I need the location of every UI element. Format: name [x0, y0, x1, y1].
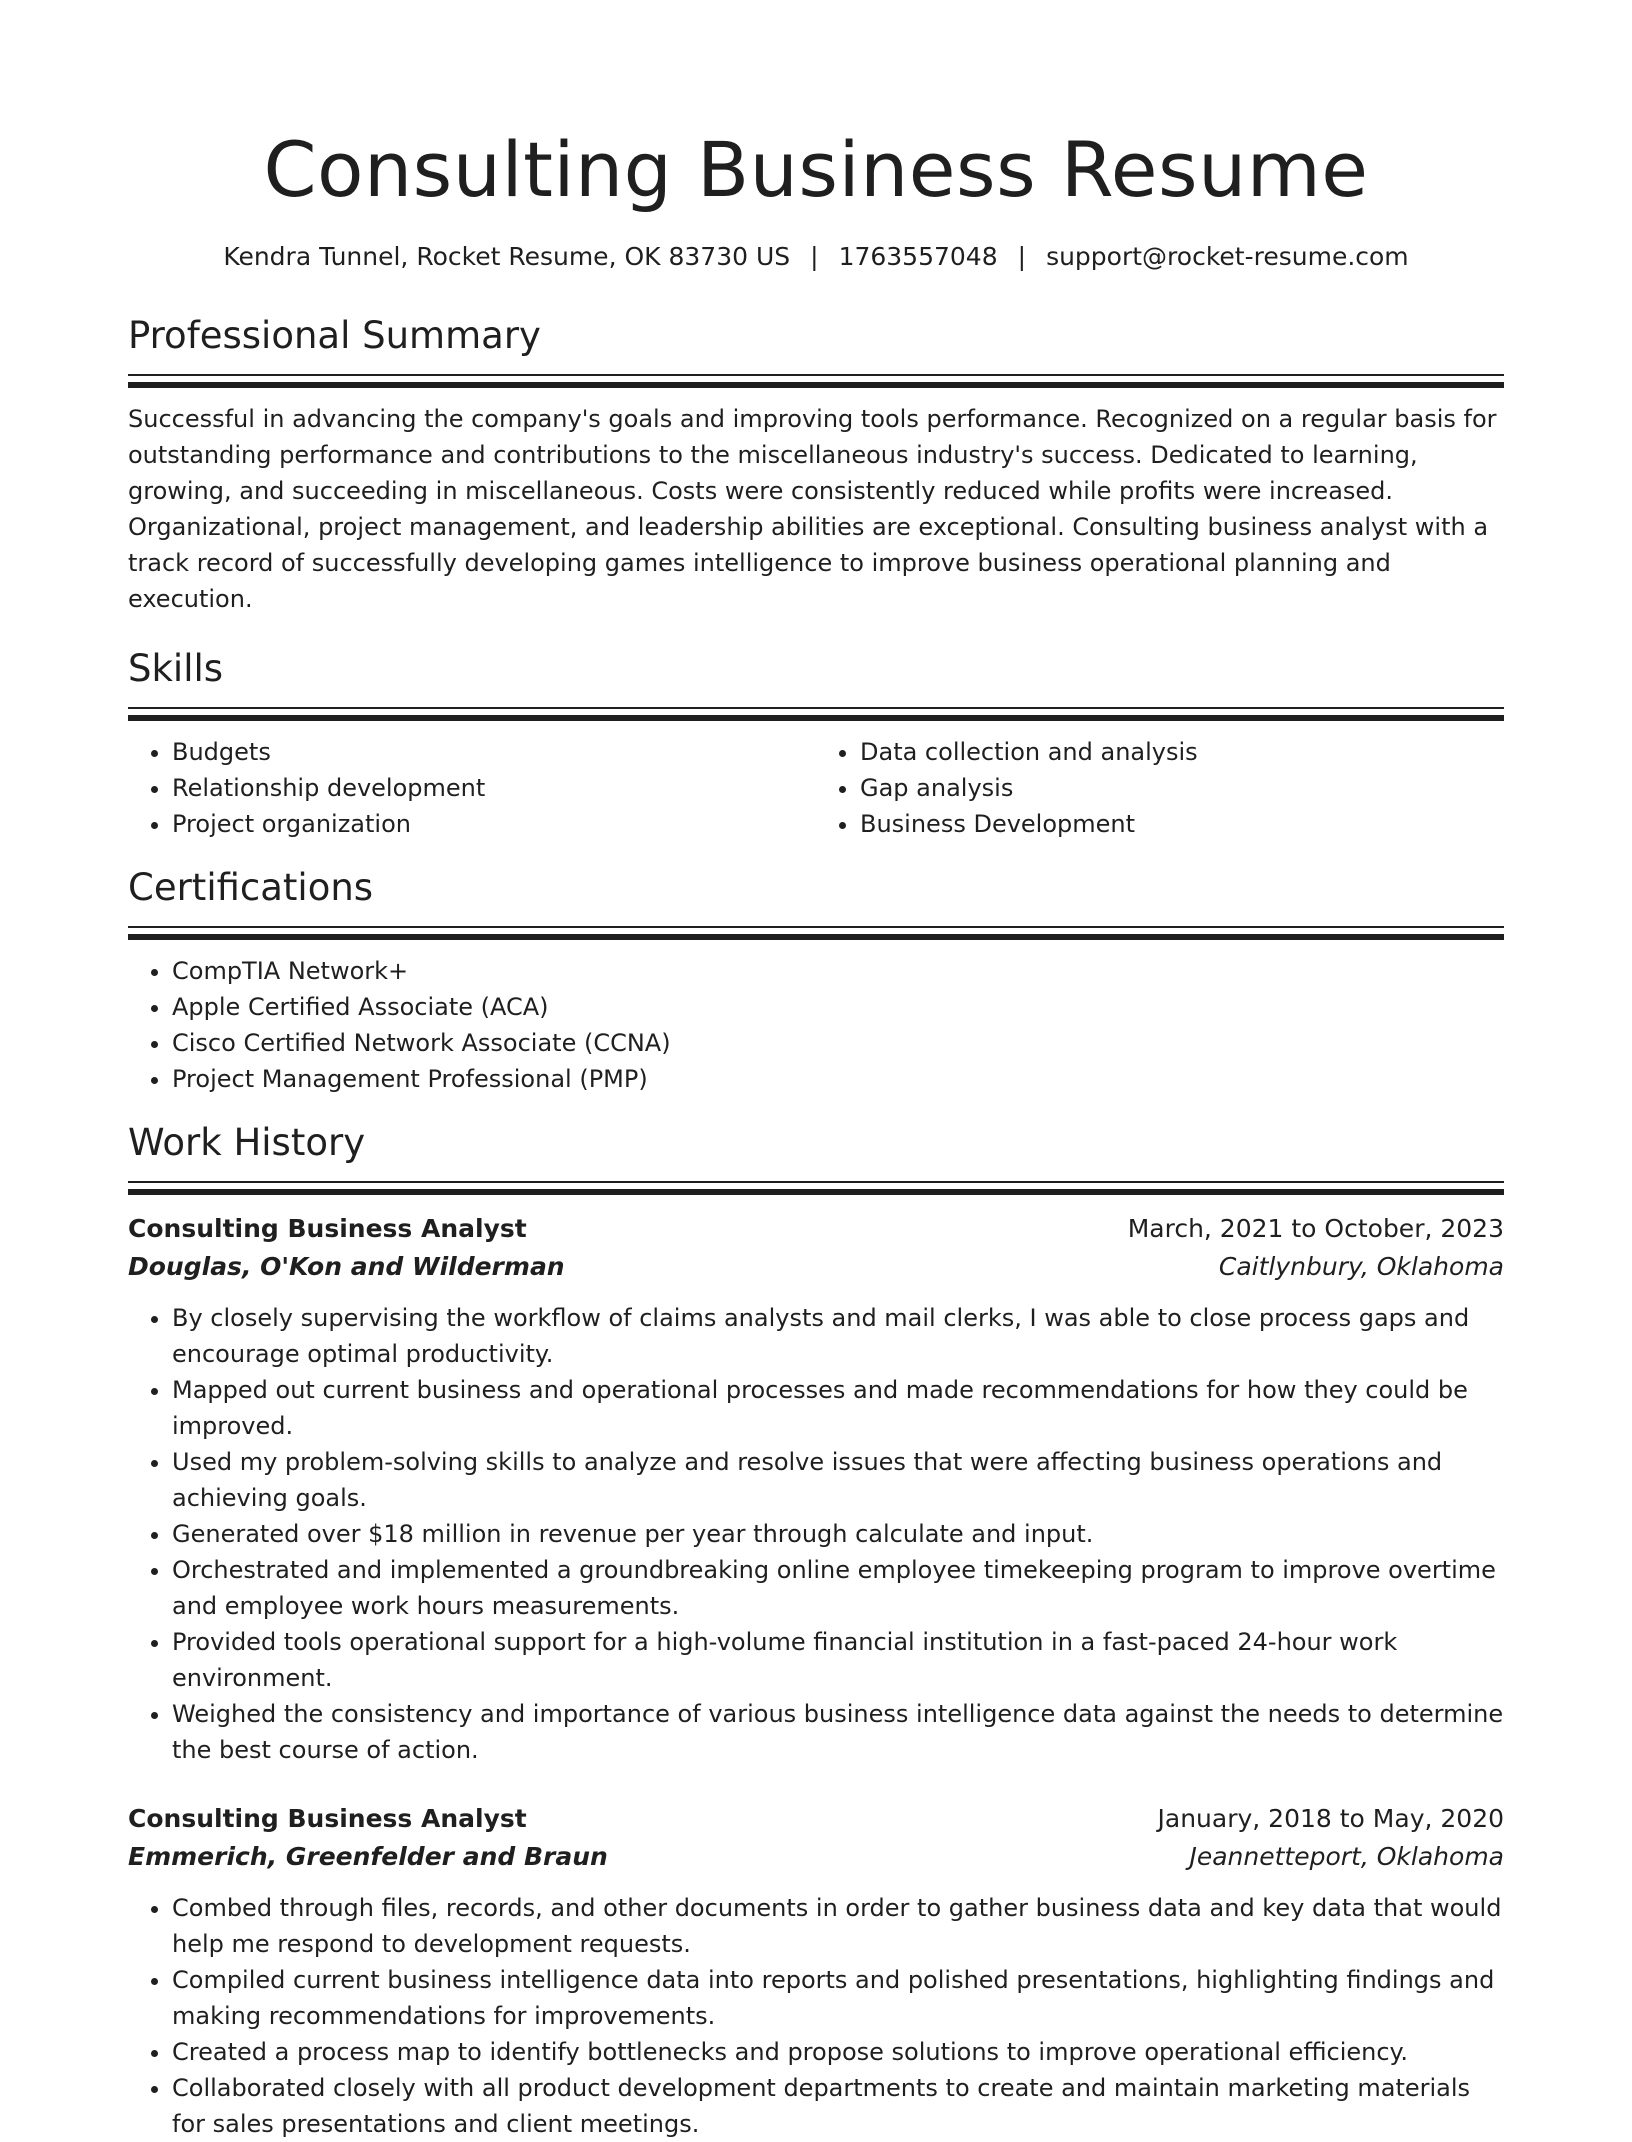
- job-entry: [128, 1210, 1504, 1768]
- contact-address: Kendra Tunnel, Rocket Resume, OK 83730 US: [223, 242, 791, 271]
- job-header-row: [128, 1210, 1504, 1248]
- job-dates: March, 2021 to October, 2023: [1127, 1214, 1504, 1243]
- job-bullet: • Created a process map to identify bottlenecks and propose solutions to improve operational efficiency.: [172, 2034, 1504, 2070]
- skill-item: • Budgets: [172, 734, 816, 770]
- contact-phone: 1763557048: [838, 242, 998, 271]
- section-divider: [128, 1181, 1504, 1196]
- job-bullets: [128, 1890, 1504, 2142]
- summary-section: [128, 312, 1504, 617]
- job-bullet: • Provided tools operational support for a high-volume financial institution in a fast-paced 24-hour work environment.: [172, 1624, 1504, 1696]
- job-bullet: • Orchestrated and implemented a groundbreaking online employee timekeeping program to improve overtime and employee work hours measurements.: [172, 1552, 1504, 1624]
- certifications-list: [128, 953, 1504, 1097]
- contact-separator: |: [1017, 242, 1027, 271]
- job-bullet: • By closely supervising the workflow of claims analysts and mail clerks, I was able to close process gaps and encourage optimal productivity.: [172, 1300, 1504, 1372]
- skill-item: • Project organization: [172, 806, 816, 842]
- job-bullet: • Collaborated closely with all product development departments to create and maintain marketing materials for sales presentations and client meetings.: [172, 2070, 1504, 2142]
- job-dates: January, 2018 to May, 2020: [1157, 1804, 1504, 1833]
- work-history-section: [128, 1119, 1504, 2142]
- certification-item: • CompTIA Network+: [172, 953, 1504, 989]
- job-company: Emmerich, Greenfelder and Braun: [128, 1842, 608, 1871]
- job-bullet: • Compiled current business intelligence data into reports and polished presentations, highlighting findings and making recommendations for improvements.: [172, 1962, 1504, 2034]
- skill-item: • Business Development: [860, 806, 1504, 842]
- job-title: Consulting Business Analyst: [128, 1214, 527, 1243]
- skills-heading: Skills: [128, 647, 224, 690]
- page-title: Consulting Business Resume: [263, 125, 1369, 214]
- skills-section: [128, 645, 1504, 842]
- job-header-row: [128, 1800, 1504, 1838]
- job-bullet: • Combed through files, records, and other documents in order to gather business data and key data that would help me respond to development requests.: [172, 1890, 1504, 1962]
- certifications-heading: Certifications: [128, 866, 374, 909]
- skills-list-right: [816, 734, 1504, 842]
- certification-item: • Apple Certified Associate (ACA): [172, 989, 1504, 1025]
- section-divider: [128, 707, 1504, 722]
- job-bullets: [128, 1300, 1504, 1768]
- job-bullet: • Used my problem-solving skills to analyze and resolve issues that were affecting business operations and achieving goals.: [172, 1444, 1504, 1516]
- summary-heading: Professional Summary: [128, 314, 541, 357]
- skill-item: • Gap analysis: [860, 770, 1504, 806]
- contact-line: [128, 240, 1504, 274]
- skills-list-left: [128, 734, 816, 842]
- section-divider: [128, 926, 1504, 941]
- job-company-row: [128, 1838, 1504, 1876]
- certifications-section: [128, 864, 1504, 1097]
- work-history-heading: Work History: [128, 1121, 366, 1164]
- contact-email: support@rocket-resume.com: [1046, 242, 1409, 271]
- summary-text: Successful in advancing the company's goals and improving tools performance. Recognized on a regular basis for outstanding performance and contributions to the miscellaneous industry's success. Dedicated to learning, growing, and succeeding in miscellaneous. Costs were consistently reduced while profits were increased. Organizational, project management, and leadership abilities are exceptional. Consulting business analyst with a track record of successfully developing games intelligence to improve business operational planning and execution.: [128, 405, 1497, 613]
- skill-item: • Data collection and analysis: [860, 734, 1504, 770]
- job-company: Douglas, O'Kon and Wilderman: [128, 1252, 565, 1281]
- contact-separator: |: [810, 242, 819, 271]
- job-title: Consulting Business Analyst: [128, 1804, 527, 1833]
- job-entry: [128, 1800, 1504, 2142]
- job-bullet: • Weighed the consistency and importance of various business intelligence data against the needs to determine the best course of action.: [172, 1696, 1504, 1768]
- certification-item: • Project Management Professional (PMP): [172, 1061, 1504, 1097]
- job-location: Caitlynbury, Oklahoma: [1218, 1252, 1504, 1281]
- job-bullet: • Mapped out current business and operational processes and made recommendations for how they could be improved.: [172, 1372, 1504, 1444]
- skill-item: • Relationship development: [172, 770, 816, 806]
- job-location: Jeannetteport, Oklahoma: [1189, 1842, 1504, 1871]
- certification-item: • Cisco Certified Network Associate (CCNA): [172, 1025, 1504, 1061]
- job-company-row: [128, 1248, 1504, 1286]
- skills-grid: [128, 722, 1504, 842]
- section-divider: [128, 374, 1504, 389]
- job-bullet: • Generated over $18 million in revenue per year through calculate and input.: [172, 1516, 1504, 1552]
